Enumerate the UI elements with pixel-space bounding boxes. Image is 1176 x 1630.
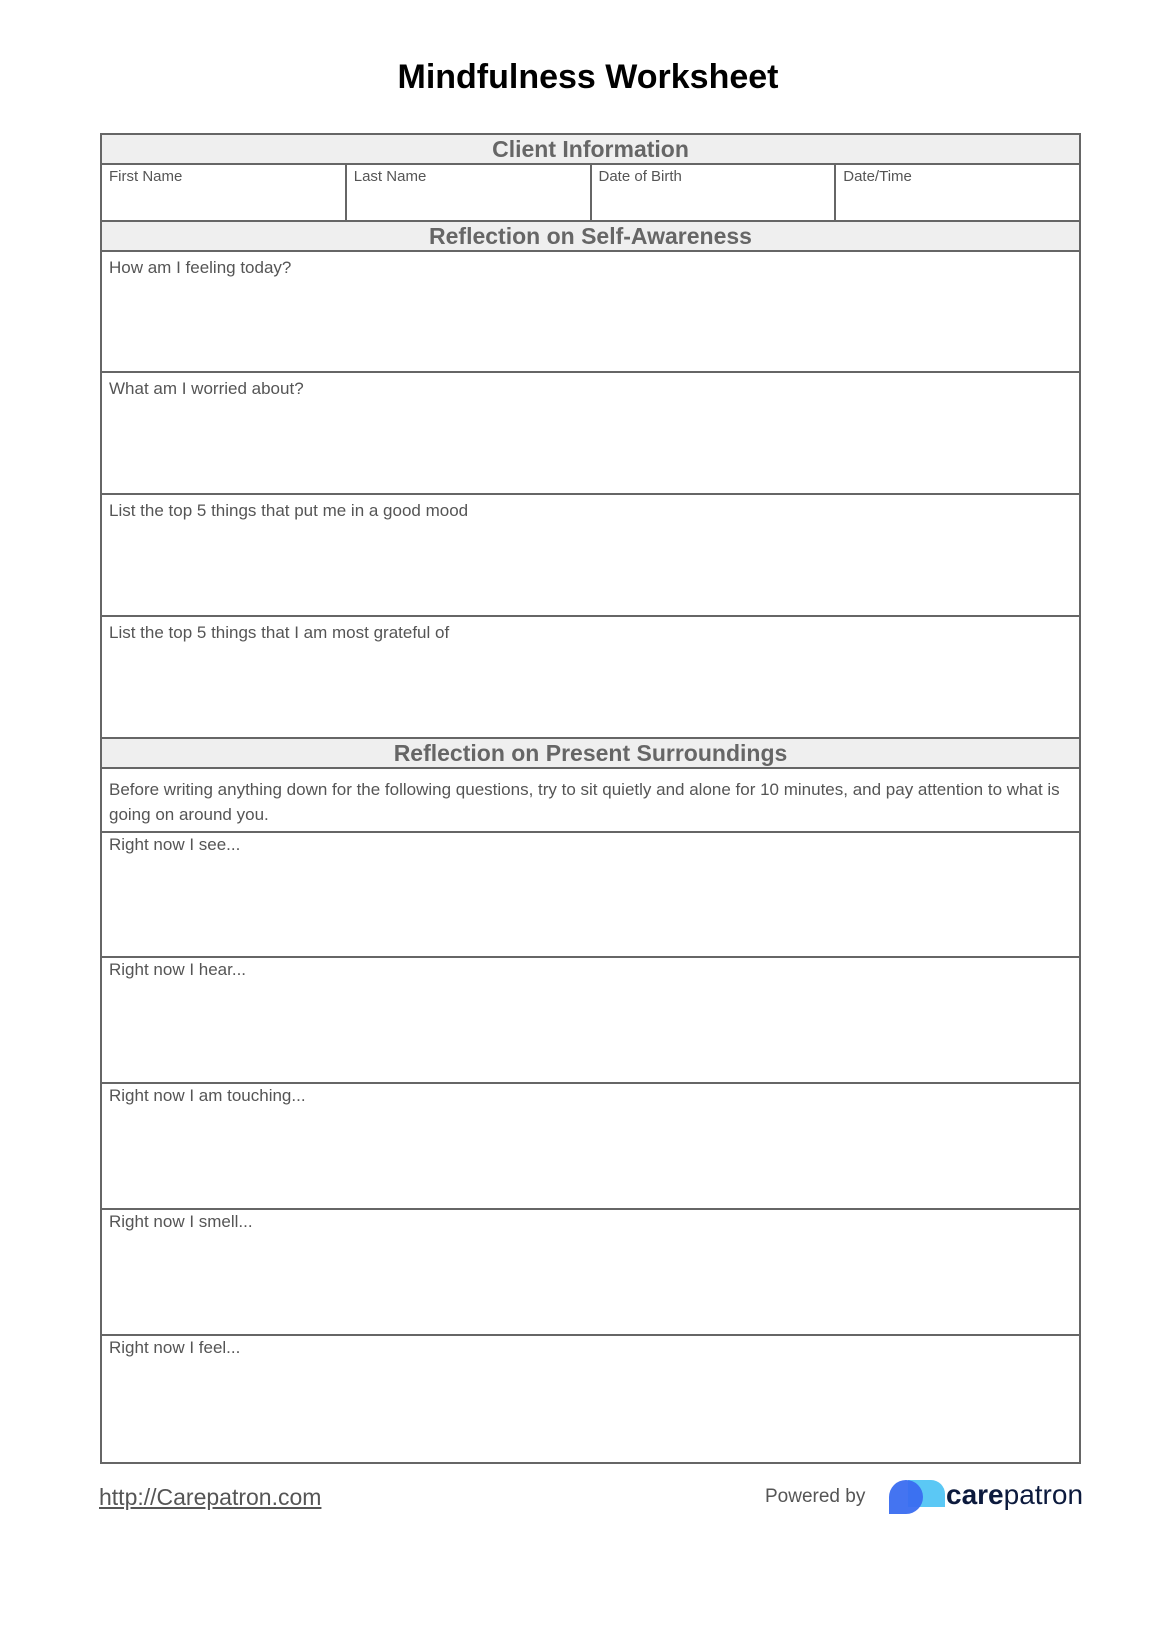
question-label: How am I feeling today?	[109, 258, 292, 277]
surroundings-instructions: Before writing anything down for the following questions, try to sit quietly and alone for 10 minutes, and pay attention to what is going on around you.	[102, 769, 1079, 833]
question-worried[interactable]	[102, 373, 1079, 495]
prompt-smell[interactable]	[102, 1210, 1079, 1336]
question-feeling[interactable]	[102, 252, 1079, 373]
date-of-birth-field[interactable]: Date of Birth	[592, 165, 837, 220]
question-good-mood[interactable]	[102, 495, 1079, 617]
prompt-see[interactable]	[102, 833, 1079, 958]
date-time-field[interactable]: Date/Time	[843, 168, 912, 185]
prompt-hear[interactable]	[102, 958, 1079, 1084]
question-label: What am I worried about?	[109, 379, 304, 398]
last-name-field[interactable]: Last Name	[347, 165, 592, 220]
powered-by-label: Powered by	[765, 1486, 866, 1507]
prompt-touching[interactable]	[102, 1084, 1079, 1210]
question-grateful[interactable]	[102, 617, 1079, 739]
carepatron-wordmark	[946, 1479, 1083, 1511]
prompt-label: Right now I see...	[109, 835, 241, 854]
prompt-label: Right now I am touching...	[109, 1086, 306, 1105]
prompt-label: Right now I feel...	[109, 1338, 241, 1357]
prompt-label: Right now I smell...	[109, 1212, 253, 1231]
question-label: List the top 5 things that I am most grateful of	[109, 623, 450, 642]
prompt-label: Right now I hear...	[109, 960, 247, 979]
page-title: Mindfulness Worksheet	[397, 58, 779, 96]
client-info-row	[102, 165, 1079, 222]
first-name-field[interactable]: First Name	[102, 165, 347, 220]
brand-light: patron	[1003, 1479, 1084, 1510]
client-info-header: Client Information	[102, 135, 1079, 165]
surroundings-header: Reflection on Present Surroundings	[102, 739, 1079, 769]
prompt-feel[interactable]	[102, 1336, 1079, 1462]
carepatron-link[interactable]: http://Carepatron.com	[99, 1484, 322, 1510]
worksheet-table	[100, 133, 1081, 1464]
brand-bold: care	[946, 1479, 1004, 1510]
question-label: List the top 5 things that put me in a good mood	[109, 501, 469, 520]
self-awareness-header: Reflection on Self-Awareness	[102, 222, 1079, 252]
